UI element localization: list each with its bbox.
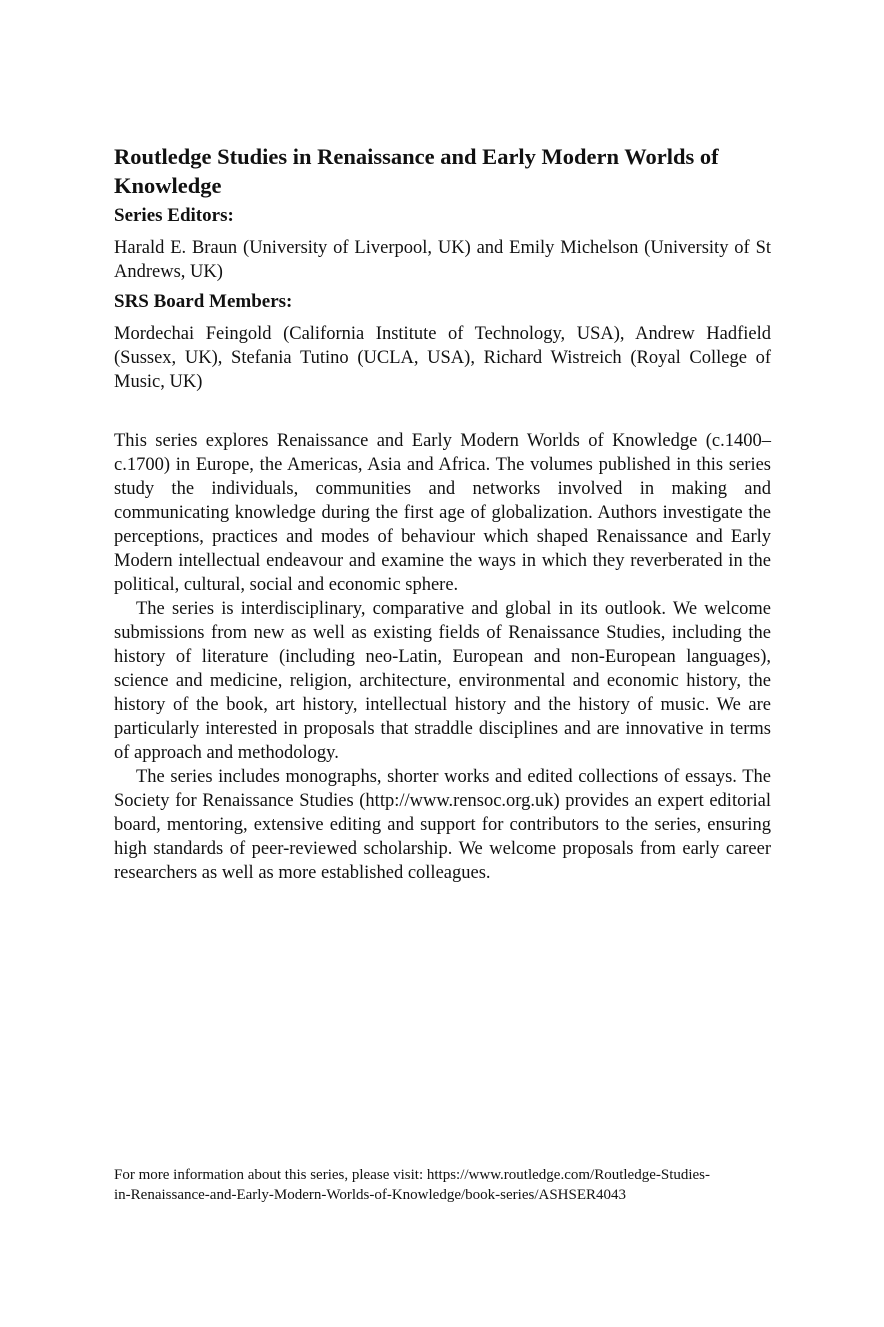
board-members-heading: SRS Board Members: [114,291,293,312]
series-page [114,142,771,885]
description-paragraph-2: The series is interdisciplinary, comparative and global in its outlook. We welcome submissions from new as well as existing fields of Renaissance Studies, including the history of literature (including neo-Latin, European and non-European languages), science and medicine, religion, architecture, environmental and economic history, the history of the book, art history, intellectual history and the history of music. We are particularly interested in proposals that straddle disciplines and are innovative in terms of approach and methodology. [114,599,771,763]
series-editors-list: Harald E. Braun (University of Liverpool, UK) and Emily Michelson (University of St Andrews, UK) [114,238,771,282]
series-title: Routledge Studies in Renaissance and Early Modern Worlds of Knowledge [114,144,719,198]
board-members-list: Mordechai Feingold (California Institute of Technology, USA), Andrew Hadfield (Sussex, UK), Stefania Tutino (UCLA, USA), Richard Wistreich (Royal College of Music, UK) [114,324,771,392]
description-paragraph-1: This series explores Renaissance and Early Modern Worlds of Knowledge (c.1400–c.1700) in Europe, the Americas, Asia and Africa. The volumes published in this series study the individuals, communities and networks involved in making and communicating knowledge during the first age of globalization. Authors investigate the perceptions, practices and modes of behaviour which shaped Renaissance and Early Modern intellectual endeavour and examine the ways in which they reverberated in the political, cultural, social and economic sphere. [114,431,771,595]
footer-line-1: For more information about this series, please visit: https://www.routledge.com/Routledge-Studies- [114,1167,711,1183]
description-paragraph-3: The series includes monographs, shorter works and edited collections of essays. The Society for Renaissance Studies (http://www.rensoc.org.uk) provides an expert editorial board, mentoring, extensive editing and support for contributors to the series, ensuring high standards of peer-reviewed scholarship. We welcome proposals from early career researchers as well as more established colleagues. [114,767,771,883]
series-editors-heading: Series Editors: [114,205,234,226]
footer-line-2[interactable]: in-Renaissance-and-Early-Modern-Worlds-of-Knowledge/book-series/ASHSER4043 [114,1187,626,1203]
series-description [114,429,771,885]
series-info-footer [114,1165,774,1205]
